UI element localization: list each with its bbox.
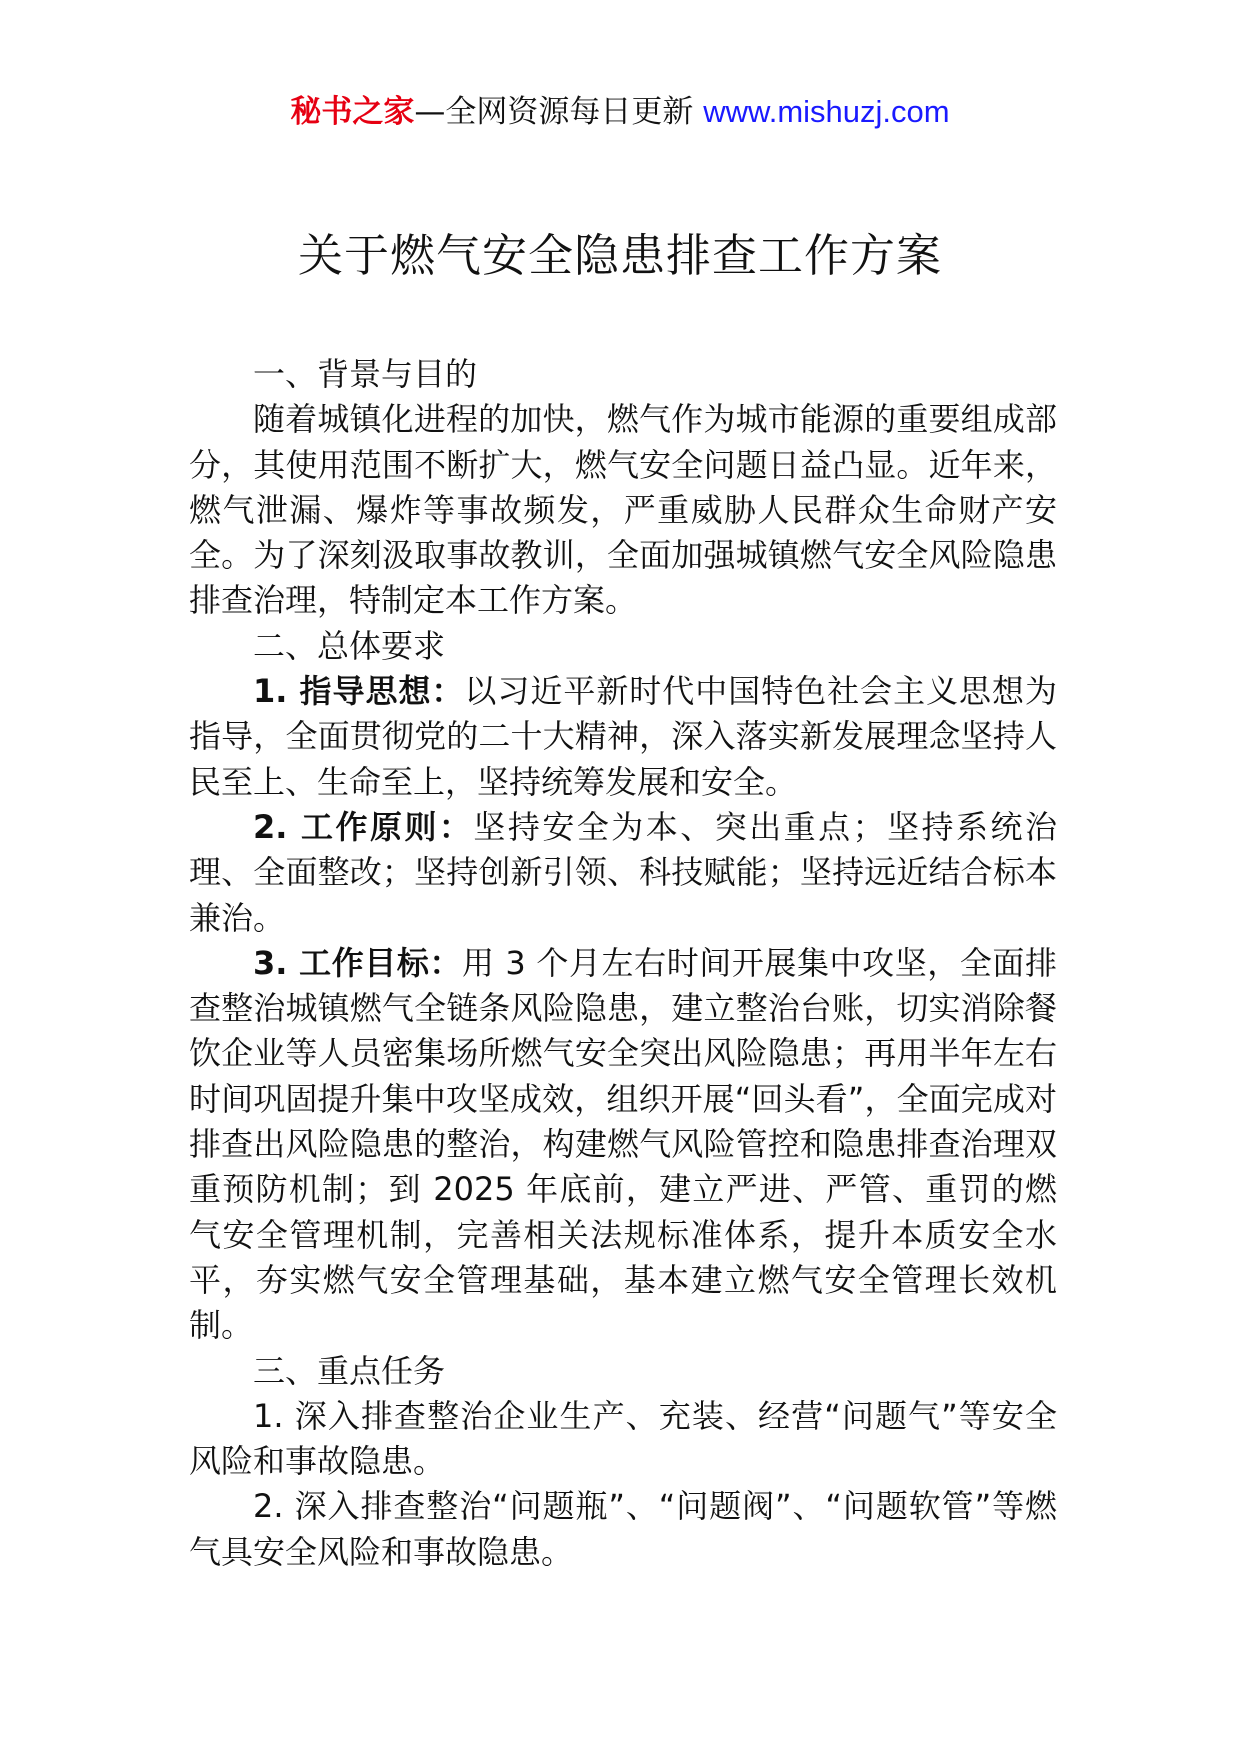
paragraph-work-principles [189,805,1057,941]
paragraph-task-2: 2. 深入排查整治“问题瓶”、“问题阀”、“问题软管”等燃气具安全风险和事故隐患。 [189,1487,1057,1571]
paragraph-guiding-ideology [189,669,1057,805]
document-title: 关于燃气安全隐患排查工作方案 [297,229,942,282]
document-body [189,352,1057,1575]
label-guiding-ideology: 1. 指导思想： [253,672,465,711]
header-tagline: —全网资源每日更新 [414,94,704,130]
text-work-principles: 坚持安全为本、突出重点；坚持系统治理、全面整改；坚持创新引领、科技赋能；坚持远近结合标本兼治。 [189,807,1057,937]
paragraph-work-goals [189,941,1057,1349]
label-work-principles: 2. 工作原则： [253,807,474,846]
text-guiding-ideology: 以习近平新时代中国特色社会主义思想为指导，全面贯彻党的二十大精神，深入落实新发展理念坚持人民至上、生命至上，坚持统筹发展和安全。 [189,672,1057,801]
paragraph-task-1: 1. 深入排查整治企业生产、充装、经营“问题气”等安全风险和事故隐患。 [189,1396,1057,1481]
section-heading-key-tasks: 三、重点任务 [253,1351,446,1390]
site-header [0,92,1240,132]
section-heading-requirements: 二、总体要求 [253,626,446,665]
section-heading-background: 一、背景与目的 [253,355,478,393]
text-work-goals: 用 3 个月左右时间开展集中攻坚，全面排查整治城镇燃气全链条风险隐患，建立整治台账，切实消除餐饮企业等人员密集场所燃气安全突出风险隐患；再用半年左右时间巩固提升集中攻坚成效，组织开展“回头看”，全面完成对排查出风险隐患的整治，构建燃气风险管控和隐患排查治理双重预防机制；到 2025 年底前，建立严进、严管、重罚的燃气安全管理机制，完善相关法规标准体系，提升本质安全水平，夯实燃气安全管理基础，基本建立燃气安全管理长效机制。 [189,943,1057,1345]
label-work-goals: 3. 工作目标： [253,943,462,982]
brand-name: 秘书之家 [290,94,415,130]
site-url-link[interactable]: www.mishuzj.com [703,94,950,129]
paragraph-background: 随着城镇化进程的加快，燃气作为城市能源的重要组成部分，其使用范围不断扩大，燃气安全问题日益凸显。近年来，燃气泄漏、爆炸等事故频发，严重威胁人民群众生命财产安全。为了深刻汲取事故教训，全面加强城镇燃气安全风险隐患排查治理，特制定本工作方案。 [189,400,1057,620]
